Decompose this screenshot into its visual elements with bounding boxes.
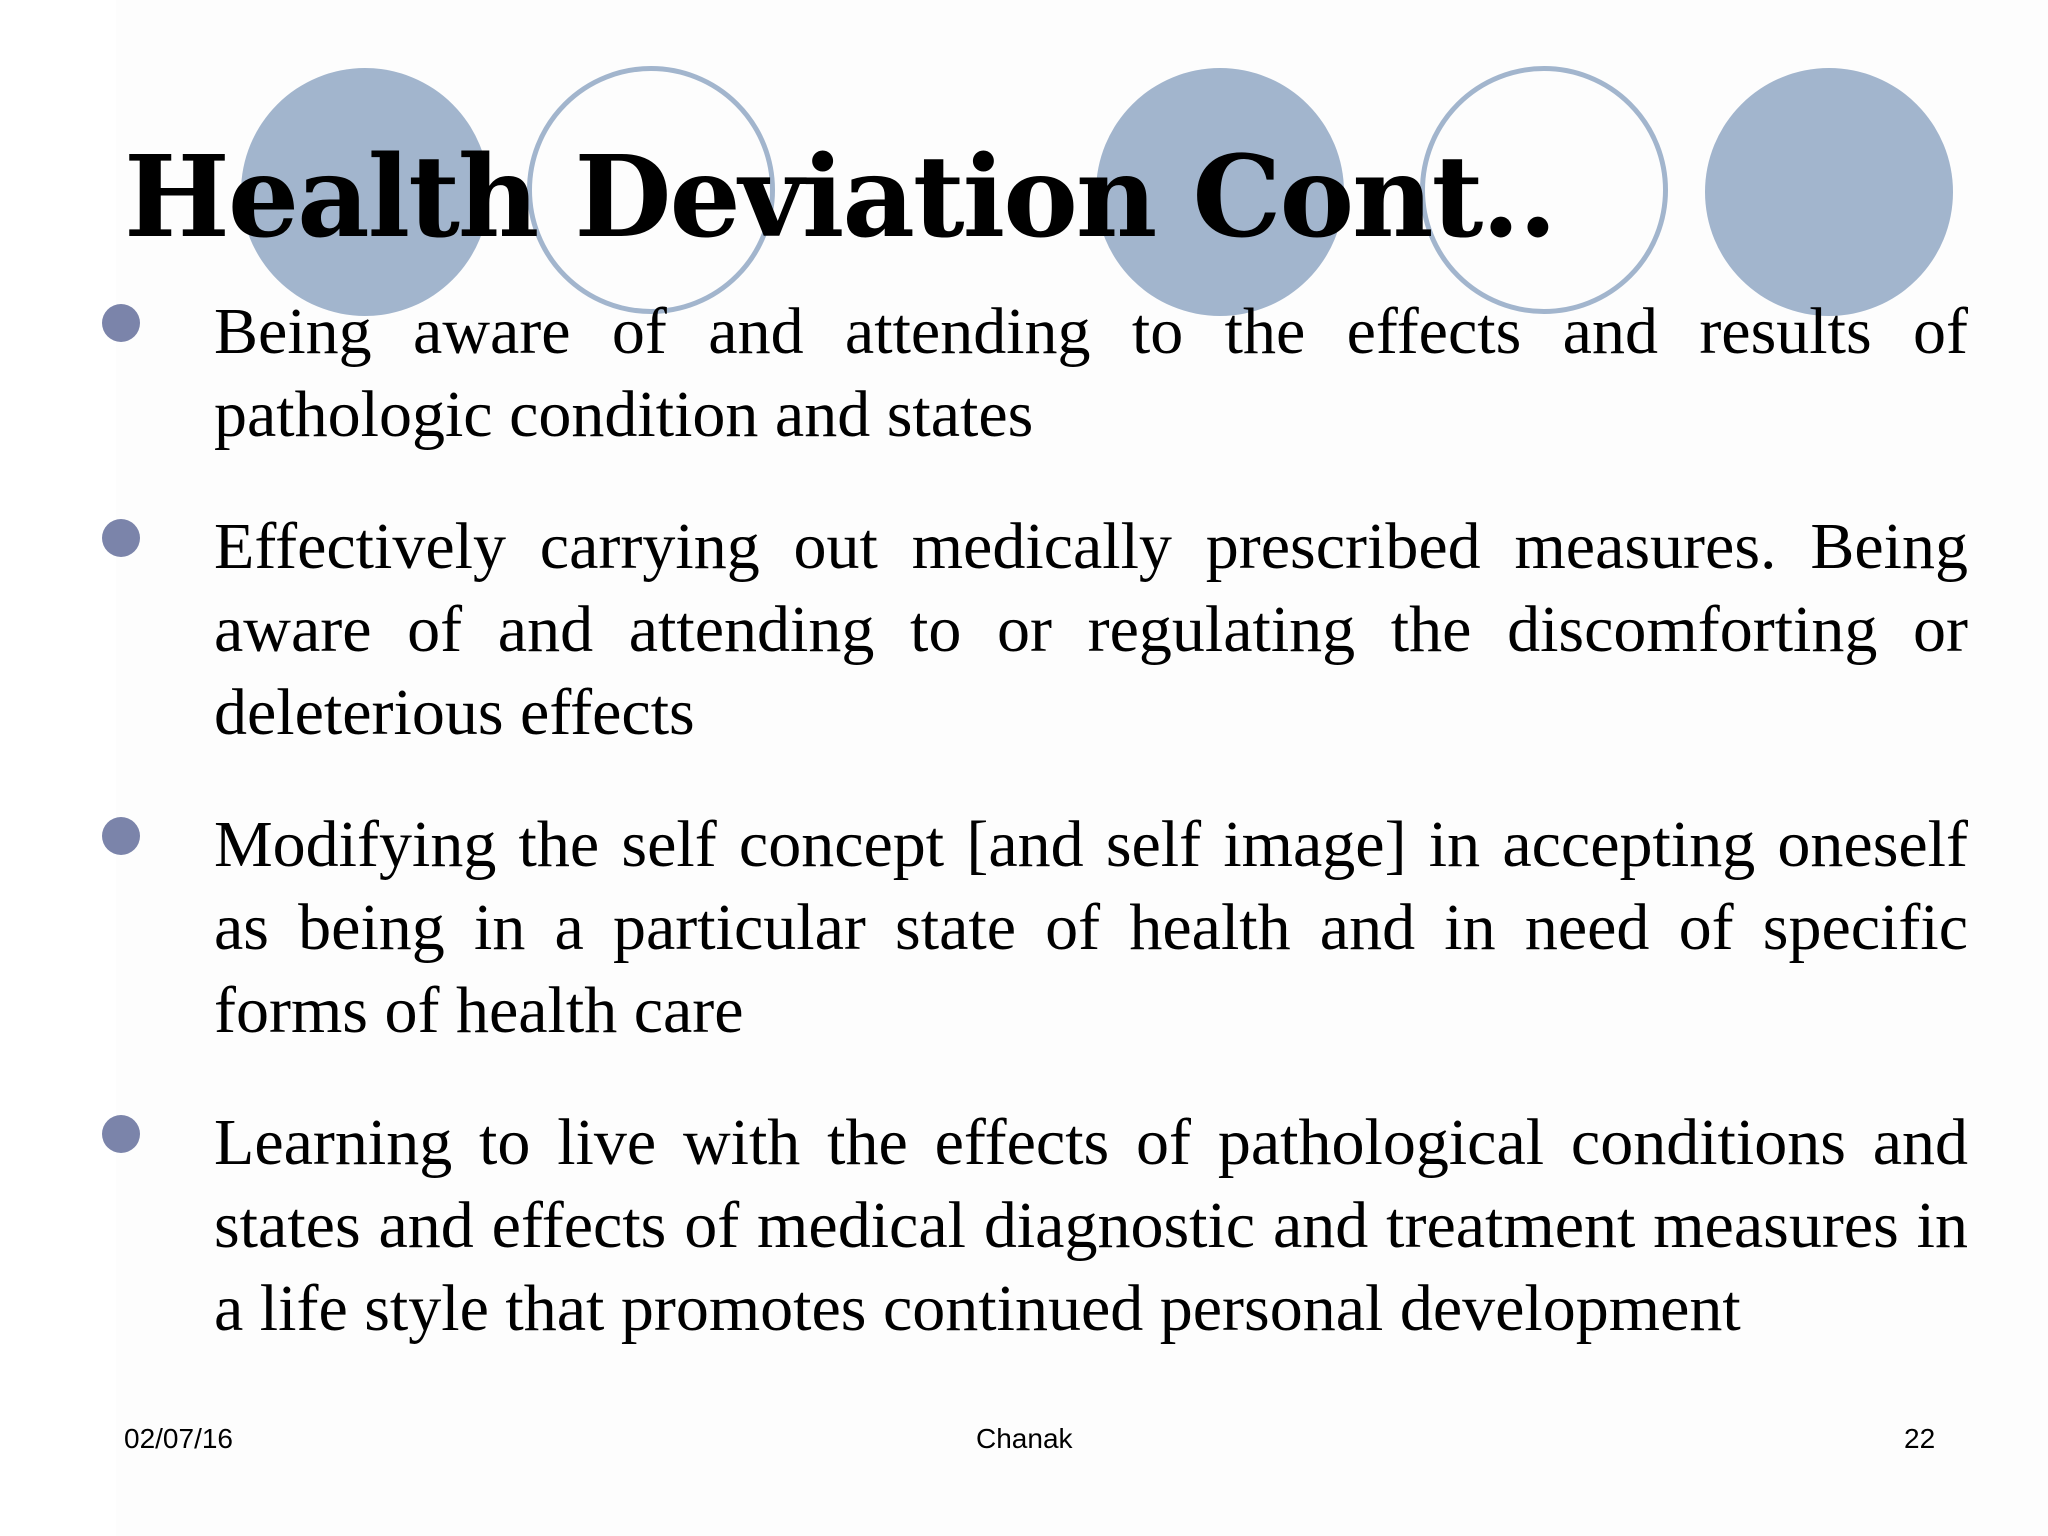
bullet-dot-icon bbox=[102, 304, 140, 342]
bullet-text: Modifying the self concept [and self image] in accepting oneself as being in a particular state of health and in need of specific forms of health care bbox=[214, 808, 1968, 1047]
bullet-dot-icon bbox=[102, 519, 140, 557]
bullet-item bbox=[96, 803, 1968, 1052]
bullet-text: Effectively carrying out medically prescribed measures. Being aware of and attending to or regulating the discomforting or deleterious effects bbox=[214, 510, 1968, 749]
footer-date: 02/07/16 bbox=[124, 1423, 233, 1454]
bullet-item bbox=[96, 290, 1968, 456]
bullet-item bbox=[96, 1101, 1968, 1350]
footer-author: Chanak bbox=[976, 1423, 1073, 1454]
bullet-dot-icon bbox=[102, 817, 140, 855]
bullet-item bbox=[96, 505, 1968, 754]
decorative-circle-filled-3 bbox=[1705, 68, 1953, 316]
slide-title: Health Deviation Cont.. bbox=[124, 132, 1556, 263]
footer-page-number: 22 bbox=[1904, 1423, 1936, 1454]
bullet-text: Learning to live with the effects of pathological conditions and states and effects of medical diagnostic and treatment measures in a life style that promotes continued personal development bbox=[214, 1106, 1968, 1345]
bullet-text: Being aware of and attending to the effects and results of pathologic condition and states bbox=[214, 295, 1968, 451]
bullet-list bbox=[96, 290, 1968, 1399]
bullet-dot-icon bbox=[102, 1115, 140, 1153]
